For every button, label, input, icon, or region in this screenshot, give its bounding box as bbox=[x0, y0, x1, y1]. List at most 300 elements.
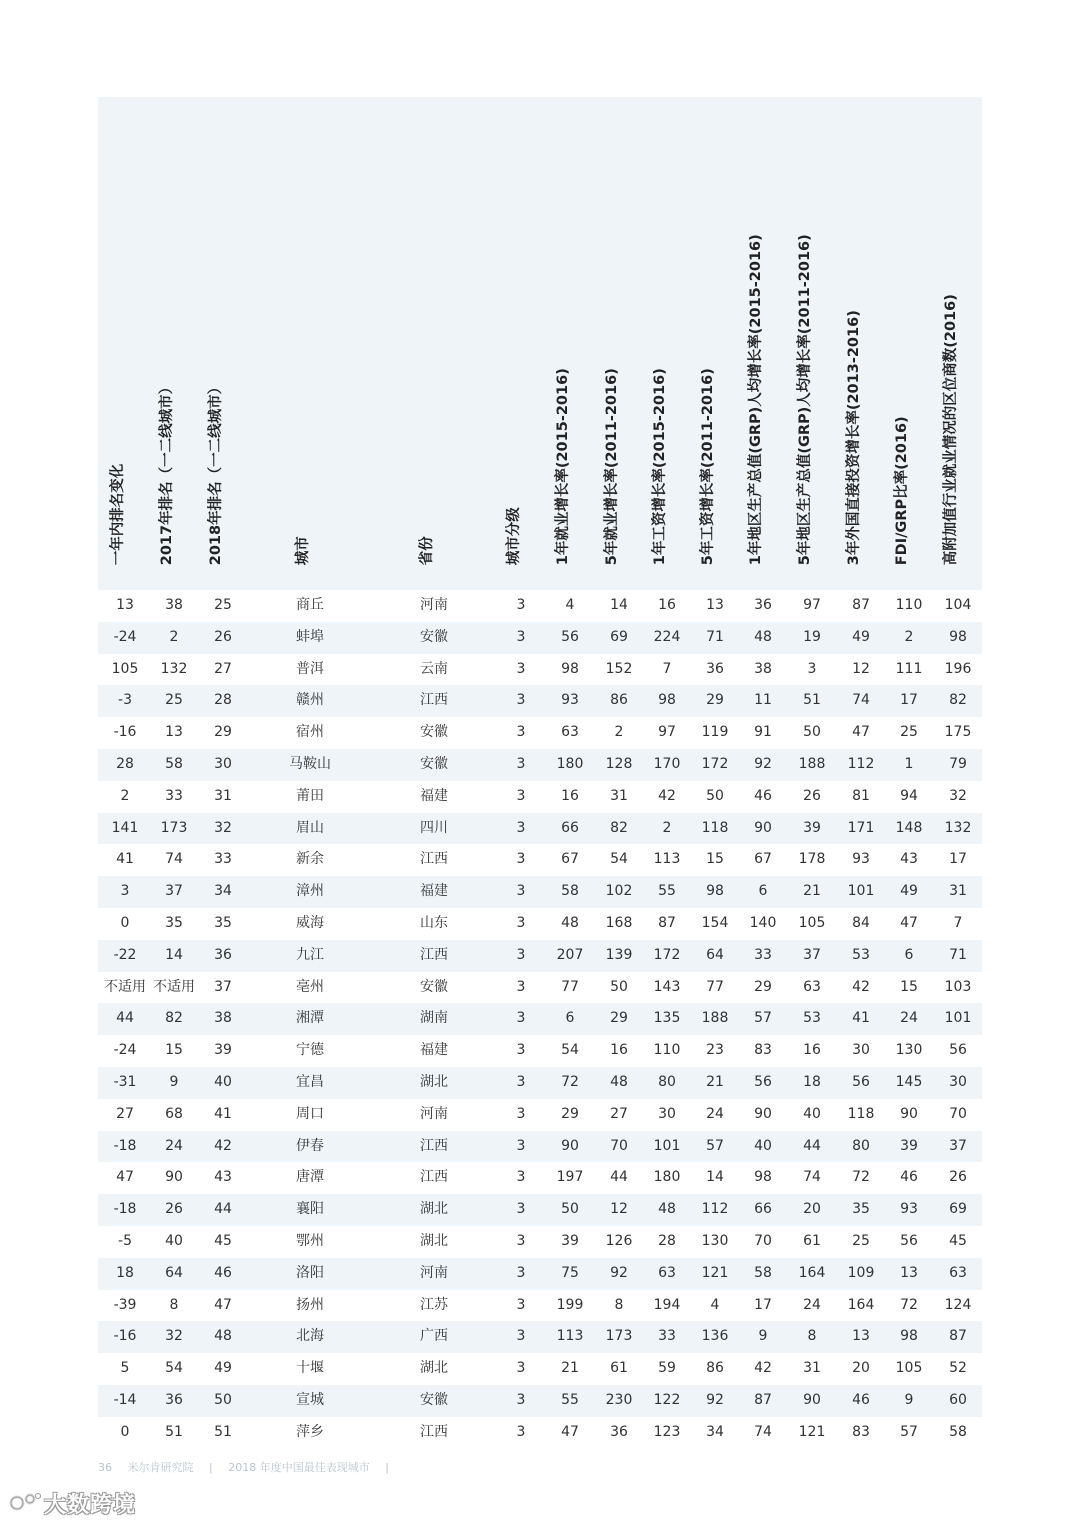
table-row bbox=[98, 1258, 982, 1290]
table-cell: 58 bbox=[165, 756, 183, 772]
table-cell: 3 bbox=[516, 1074, 526, 1090]
table-cell: 3 bbox=[516, 1010, 526, 1027]
table-cell: 36 bbox=[610, 1423, 628, 1440]
table-row bbox=[98, 844, 982, 876]
page-footer bbox=[98, 1459, 401, 1475]
table-cell: 64 bbox=[706, 946, 724, 963]
table-row bbox=[98, 622, 982, 654]
table-cell: 24 bbox=[165, 1137, 183, 1154]
table-cell: 230 bbox=[605, 1392, 633, 1408]
column-header bbox=[101, 97, 149, 590]
table-cell: 197 bbox=[556, 1169, 584, 1186]
table-cell: 28 bbox=[658, 1233, 676, 1249]
column-header bbox=[885, 97, 933, 590]
table-cell: 63 bbox=[949, 1264, 967, 1281]
table-cell: 13 bbox=[852, 1328, 870, 1345]
table-cell: 40 bbox=[803, 1105, 821, 1122]
table-cell: 安徽 bbox=[420, 756, 448, 772]
table-cell: 75 bbox=[561, 1264, 579, 1281]
table-cell: 30 bbox=[214, 756, 232, 772]
table-cell: 97 bbox=[658, 724, 676, 741]
table-row bbox=[98, 1035, 982, 1067]
table-row bbox=[98, 1290, 982, 1322]
column-header bbox=[643, 97, 691, 590]
table-cell: 56 bbox=[561, 628, 579, 645]
table-cell: 121 bbox=[701, 1264, 729, 1281]
table-cell: 17 bbox=[754, 1296, 772, 1313]
table-cell: 83 bbox=[852, 1423, 870, 1440]
table-cell: 63 bbox=[561, 724, 579, 741]
table-row bbox=[98, 1226, 982, 1258]
table-cell: 50 bbox=[706, 787, 724, 804]
table-cell: 118 bbox=[701, 819, 729, 836]
table-cell: 69 bbox=[610, 628, 628, 645]
table-cell: 11 bbox=[754, 692, 772, 709]
table-cell: 44 bbox=[214, 1201, 232, 1218]
table-cell: 178 bbox=[798, 851, 826, 868]
table-cell: 47 bbox=[852, 724, 870, 741]
table-row bbox=[98, 1131, 982, 1163]
table-cell: 6 bbox=[565, 1010, 575, 1027]
column-header bbox=[265, 97, 355, 590]
table-row bbox=[98, 1194, 982, 1226]
table-cell: 77 bbox=[706, 978, 724, 995]
table-cell: 135 bbox=[653, 1010, 681, 1027]
table-cell: 35 bbox=[165, 915, 183, 931]
table-cell: 3 bbox=[516, 978, 526, 995]
table-cell: 101 bbox=[944, 1010, 972, 1027]
table-cell: 98 bbox=[658, 692, 676, 709]
table-cell: 79 bbox=[949, 756, 967, 772]
table-cell: 35 bbox=[214, 915, 232, 931]
column-header-label: 2018年排名（一二线城市） bbox=[207, 379, 224, 565]
table-cell: 3 bbox=[516, 1042, 526, 1059]
table-cell: 47 bbox=[116, 1169, 134, 1186]
table-cell: 188 bbox=[798, 756, 826, 772]
table-cell: 襄阳 bbox=[296, 1201, 324, 1218]
table-cell: 80 bbox=[658, 1074, 676, 1090]
table-cell: 49 bbox=[852, 628, 870, 645]
table-cell: 3 bbox=[516, 692, 526, 709]
table-cell: 唐潭 bbox=[296, 1169, 324, 1186]
table-cell: 154 bbox=[701, 915, 729, 931]
table-cell: 66 bbox=[561, 819, 579, 836]
table-cell: 60 bbox=[949, 1392, 967, 1408]
column-header-label: 5年工资增长率(2011-2016) bbox=[699, 367, 716, 565]
table-cell: 3 bbox=[516, 1169, 526, 1186]
table-cell: 山东 bbox=[420, 915, 448, 931]
column-header-label: 省份 bbox=[418, 535, 435, 565]
table-cell: 136 bbox=[701, 1328, 729, 1345]
table-cell: 29 bbox=[561, 1105, 579, 1122]
table-row bbox=[98, 1003, 982, 1035]
table-cell: 32 bbox=[214, 819, 232, 836]
table-cell: 31 bbox=[949, 883, 967, 900]
table-cell: 83 bbox=[754, 1042, 772, 1059]
column-header-label: 1年就业增长率(2015-2016) bbox=[554, 367, 571, 565]
table-cell: 74 bbox=[803, 1169, 821, 1186]
table-cell: 鄂州 bbox=[296, 1233, 324, 1249]
table-cell: 宿州 bbox=[296, 724, 324, 741]
table-cell: 49 bbox=[900, 883, 918, 900]
table-cell: 2 bbox=[904, 628, 914, 645]
table-cell: 7 bbox=[953, 915, 963, 931]
table-cell: 77 bbox=[561, 978, 579, 995]
table-cell: 72 bbox=[852, 1169, 870, 1186]
table-cell: 54 bbox=[561, 1042, 579, 1059]
table-cell: 15 bbox=[900, 978, 918, 995]
table-cell: 29 bbox=[706, 692, 724, 709]
table-cell: 36 bbox=[214, 946, 232, 963]
table-cell: 25 bbox=[165, 692, 183, 709]
table-cell: 82 bbox=[165, 1010, 183, 1027]
table-cell: 47 bbox=[214, 1296, 232, 1313]
table-cell: 新余 bbox=[296, 851, 324, 868]
table-cell: 90 bbox=[561, 1137, 579, 1154]
table-cell: 103 bbox=[944, 978, 972, 995]
table-cell: 3 bbox=[516, 1264, 526, 1281]
column-header bbox=[595, 97, 643, 590]
table-cell: 3 bbox=[516, 915, 526, 931]
table-cell: 90 bbox=[165, 1169, 183, 1186]
table-cell: 41 bbox=[116, 851, 134, 868]
table-cell: 63 bbox=[803, 978, 821, 995]
table-row bbox=[98, 590, 982, 622]
table-cell: 54 bbox=[610, 851, 628, 868]
table-cell: 湘潭 bbox=[296, 1010, 324, 1027]
table-cell: 25 bbox=[852, 1233, 870, 1249]
table-cell: 3 bbox=[516, 1233, 526, 1249]
table-cell: 74 bbox=[165, 851, 183, 868]
table-cell: 扬州 bbox=[296, 1296, 324, 1313]
table-cell: 江西 bbox=[420, 1423, 448, 1440]
table-cell: 126 bbox=[605, 1233, 633, 1249]
table-cell: 53 bbox=[852, 946, 870, 963]
table-cell: 82 bbox=[610, 819, 628, 836]
table-cell: 福建 bbox=[420, 1042, 448, 1059]
table-cell: 93 bbox=[561, 692, 579, 709]
table-cell: 97 bbox=[803, 597, 821, 613]
table-cell: 69 bbox=[949, 1201, 967, 1218]
table-cell: 31 bbox=[803, 1360, 821, 1377]
table-cell: 33 bbox=[754, 946, 772, 963]
table-row bbox=[98, 972, 982, 1004]
table-cell: 57 bbox=[900, 1423, 918, 1440]
footer-separator-2: | bbox=[385, 1461, 389, 1474]
table-cell: 41 bbox=[214, 1105, 232, 1122]
table-cell: 3 bbox=[516, 1201, 526, 1218]
table-cell: 20 bbox=[803, 1201, 821, 1218]
column-header-label: 5年就业增长率(2011-2016) bbox=[603, 367, 620, 565]
table-cell: -16 bbox=[113, 1328, 137, 1345]
table-cell: 周口 bbox=[296, 1105, 324, 1122]
table-cell: 4 bbox=[710, 1296, 720, 1313]
table-row bbox=[98, 1353, 982, 1385]
column-header-label: FDI/GRP比率(2016) bbox=[893, 415, 910, 565]
table-row bbox=[98, 781, 982, 813]
column-header-label: 2017年排名（一二线城市） bbox=[158, 379, 175, 565]
table-cell: 70 bbox=[949, 1105, 967, 1122]
table-cell: 宜昌 bbox=[296, 1074, 324, 1090]
table-cell: 21 bbox=[561, 1360, 579, 1377]
table-cell: 3 bbox=[516, 597, 526, 613]
table-cell: 110 bbox=[895, 597, 923, 613]
table-cell: 安徽 bbox=[420, 724, 448, 741]
table-cell: 商丘 bbox=[296, 597, 324, 613]
table-cell: 152 bbox=[605, 660, 633, 677]
table-cell: 16 bbox=[561, 787, 579, 804]
table-cell: 132 bbox=[160, 660, 188, 677]
table-cell: 不适用 bbox=[104, 978, 146, 995]
table-cell: 江西 bbox=[420, 946, 448, 963]
table-cell: 145 bbox=[895, 1074, 923, 1090]
table-cell: -5 bbox=[118, 1233, 132, 1249]
table-cell: 江西 bbox=[420, 851, 448, 868]
table-cell: 130 bbox=[895, 1042, 923, 1059]
table-cell: 13 bbox=[900, 1264, 918, 1281]
table-cell: 38 bbox=[754, 660, 772, 677]
table-cell: 安徽 bbox=[420, 628, 448, 645]
table-cell: 39 bbox=[561, 1233, 579, 1249]
table-cell: 普洱 bbox=[296, 660, 324, 677]
table-cell: 2 bbox=[169, 628, 179, 645]
table-row bbox=[98, 717, 982, 749]
column-header bbox=[837, 97, 885, 590]
table-cell: 38 bbox=[165, 597, 183, 613]
table-cell: 93 bbox=[900, 1201, 918, 1218]
table-cell: 48 bbox=[754, 628, 772, 645]
table-cell: 2 bbox=[120, 787, 130, 804]
table-cell: 十堰 bbox=[296, 1360, 324, 1377]
table-cell: 40 bbox=[165, 1233, 183, 1249]
table-cell: 宣城 bbox=[296, 1392, 324, 1408]
table-cell: 27 bbox=[610, 1105, 628, 1122]
table-cell: 87 bbox=[658, 915, 676, 931]
table-cell: 3 bbox=[516, 1328, 526, 1345]
table-cell: 马鞍山 bbox=[289, 756, 331, 772]
table-cell: 122 bbox=[653, 1392, 681, 1408]
table-cell: 87 bbox=[852, 597, 870, 613]
table-cell: 33 bbox=[658, 1328, 676, 1345]
table-cell: 80 bbox=[852, 1137, 870, 1154]
table-cell: 39 bbox=[900, 1137, 918, 1154]
table-cell: 55 bbox=[658, 883, 676, 900]
table-cell: 38 bbox=[214, 1010, 232, 1027]
table-cell: 132 bbox=[944, 819, 972, 836]
table-cell: 46 bbox=[852, 1392, 870, 1408]
table-cell: 52 bbox=[949, 1360, 967, 1377]
table-cell: 58 bbox=[561, 883, 579, 900]
table-row bbox=[98, 685, 982, 717]
column-header bbox=[389, 97, 479, 590]
table-cell: 17 bbox=[900, 692, 918, 709]
table-cell: 110 bbox=[653, 1042, 681, 1059]
table-cell: 莆田 bbox=[296, 787, 324, 804]
table-cell: 164 bbox=[847, 1296, 875, 1313]
table-cell: 1 bbox=[904, 756, 914, 772]
table-cell: 37 bbox=[803, 946, 821, 963]
table-cell: 66 bbox=[754, 1201, 772, 1218]
table-cell: 3 bbox=[516, 1296, 526, 1313]
table-cell: 13 bbox=[706, 597, 724, 613]
table-cell: 5 bbox=[120, 1360, 130, 1377]
table-cell: 123 bbox=[653, 1423, 681, 1440]
table-cell: 3 bbox=[516, 1137, 526, 1154]
table-cell: 74 bbox=[754, 1423, 772, 1440]
table-cell: 71 bbox=[949, 946, 967, 963]
table-cell: 河南 bbox=[420, 1105, 448, 1122]
column-header-label: 1年地区生产总值(GRP)人均增长率(2015-2016) bbox=[747, 233, 764, 565]
table-cell: 199 bbox=[556, 1296, 584, 1313]
table-cell: 3 bbox=[516, 724, 526, 741]
table-row bbox=[98, 749, 982, 781]
table-cell: 17 bbox=[949, 851, 967, 868]
table-cell: 224 bbox=[653, 628, 681, 645]
table-cell: 18 bbox=[803, 1074, 821, 1090]
table-cell: 188 bbox=[701, 1010, 729, 1027]
table-cell: 湖北 bbox=[420, 1074, 448, 1090]
column-header bbox=[788, 97, 836, 590]
table-cell: 46 bbox=[900, 1169, 918, 1186]
table-cell: -14 bbox=[113, 1392, 137, 1408]
table-cell: 196 bbox=[944, 660, 972, 677]
table-cell: 64 bbox=[165, 1264, 183, 1281]
table-cell: 51 bbox=[214, 1423, 232, 1440]
column-header bbox=[150, 97, 198, 590]
table-cell: 48 bbox=[214, 1328, 232, 1345]
table-cell: 萍乡 bbox=[296, 1423, 324, 1440]
table-cell: 48 bbox=[658, 1201, 676, 1218]
table-cell: 福建 bbox=[420, 787, 448, 804]
table-cell: 72 bbox=[900, 1296, 918, 1313]
table-cell: 湖北 bbox=[420, 1201, 448, 1218]
table-cell: 92 bbox=[706, 1392, 724, 1408]
table-cell: 8 bbox=[614, 1296, 624, 1313]
table-cell: 84 bbox=[852, 915, 870, 931]
table-cell: 四川 bbox=[420, 819, 448, 836]
table-cell: 90 bbox=[803, 1392, 821, 1408]
table-cell: 42 bbox=[852, 978, 870, 995]
table-cell: 14 bbox=[165, 946, 183, 963]
table-cell: 33 bbox=[214, 851, 232, 868]
table-cell: 26 bbox=[949, 1169, 967, 1186]
table-cell: 6 bbox=[758, 883, 768, 900]
table-cell: 91 bbox=[754, 724, 772, 741]
table-cell: 2 bbox=[614, 724, 624, 741]
table-cell: 14 bbox=[610, 597, 628, 613]
table-cell: 43 bbox=[900, 851, 918, 868]
table-cell: 207 bbox=[556, 946, 584, 963]
table-cell: 50 bbox=[561, 1201, 579, 1218]
table-cell: 洛阳 bbox=[296, 1264, 324, 1281]
table-cell: 28 bbox=[116, 756, 134, 772]
table-cell: 福建 bbox=[420, 883, 448, 900]
table-cell: 伊春 bbox=[296, 1137, 324, 1154]
table-cell: 32 bbox=[165, 1328, 183, 1345]
table-cell: 40 bbox=[754, 1137, 772, 1154]
table-cell: 46 bbox=[214, 1264, 232, 1281]
table-cell: 170 bbox=[653, 756, 681, 772]
table-cell: 54 bbox=[165, 1360, 183, 1377]
table-cell: 3 bbox=[516, 946, 526, 963]
table-cell: 31 bbox=[214, 787, 232, 804]
table-cell: 3 bbox=[516, 851, 526, 868]
table-cell: 湖南 bbox=[420, 1010, 448, 1027]
table-cell: 4 bbox=[565, 597, 575, 613]
table-cell: 24 bbox=[803, 1296, 821, 1313]
table-cell: 3 bbox=[516, 628, 526, 645]
table-cell: 57 bbox=[754, 1010, 772, 1027]
table-cell: 39 bbox=[803, 819, 821, 836]
table-cell: 20 bbox=[852, 1360, 870, 1377]
table-cell: 109 bbox=[847, 1264, 875, 1281]
table-cell: 98 bbox=[561, 660, 579, 677]
table-cell: 42 bbox=[214, 1137, 232, 1154]
table-cell: 143 bbox=[653, 978, 681, 995]
table-row bbox=[98, 908, 982, 940]
table-cell: 50 bbox=[610, 978, 628, 995]
table-cell: 105 bbox=[798, 915, 826, 931]
table-cell: 24 bbox=[900, 1010, 918, 1027]
column-header-label: 5年地区生产总值(GRP)人均增长率(2011-2016) bbox=[796, 233, 813, 565]
table-cell: 46 bbox=[754, 787, 772, 804]
table-cell: 7 bbox=[662, 660, 672, 677]
table-cell: 8 bbox=[169, 1296, 179, 1313]
table-cell: 不适用 bbox=[153, 978, 195, 995]
table-cell: 安徽 bbox=[420, 978, 448, 995]
table-cell: 27 bbox=[214, 660, 232, 677]
table-cell: 53 bbox=[803, 1010, 821, 1027]
table-cell: 25 bbox=[900, 724, 918, 741]
table-cell: 93 bbox=[852, 851, 870, 868]
table-cell: 98 bbox=[900, 1328, 918, 1345]
table-cell: 威海 bbox=[296, 915, 324, 931]
table-cell: 44 bbox=[116, 1010, 134, 1027]
table-row bbox=[98, 654, 982, 686]
table-cell: 48 bbox=[561, 915, 579, 931]
column-header bbox=[546, 97, 594, 590]
column-header-label: 城市 bbox=[294, 535, 311, 565]
table-cell: 江西 bbox=[420, 1169, 448, 1186]
table-cell: 湖北 bbox=[420, 1233, 448, 1249]
table-cell: 12 bbox=[610, 1201, 628, 1218]
table-cell: 49 bbox=[214, 1360, 232, 1377]
table-cell: 92 bbox=[754, 756, 772, 772]
table-cell: 33 bbox=[165, 787, 183, 804]
table-cell: 安徽 bbox=[420, 1392, 448, 1408]
column-header bbox=[934, 97, 982, 590]
table-cell: 3 bbox=[516, 1360, 526, 1377]
table-cell: 36 bbox=[165, 1392, 183, 1408]
table-cell: 3 bbox=[516, 660, 526, 677]
table-cell: 34 bbox=[706, 1423, 724, 1440]
table-cell: 172 bbox=[701, 756, 729, 772]
table-cell: 67 bbox=[754, 851, 772, 868]
table-cell: 128 bbox=[605, 756, 633, 772]
table-cell: 河南 bbox=[420, 597, 448, 613]
table-cell: 37 bbox=[949, 1137, 967, 1154]
page-number: 36 bbox=[98, 1461, 112, 1474]
table-cell: 35 bbox=[852, 1201, 870, 1218]
table-cell: 8 bbox=[807, 1328, 817, 1345]
column-header-label: 城市分级 bbox=[505, 506, 522, 565]
table-row bbox=[98, 1067, 982, 1099]
table-cell: 23 bbox=[706, 1042, 724, 1059]
column-header bbox=[501, 97, 541, 590]
table-cell: -3 bbox=[118, 692, 132, 709]
table-cell: 2 bbox=[662, 819, 672, 836]
table-cell: 51 bbox=[803, 692, 821, 709]
